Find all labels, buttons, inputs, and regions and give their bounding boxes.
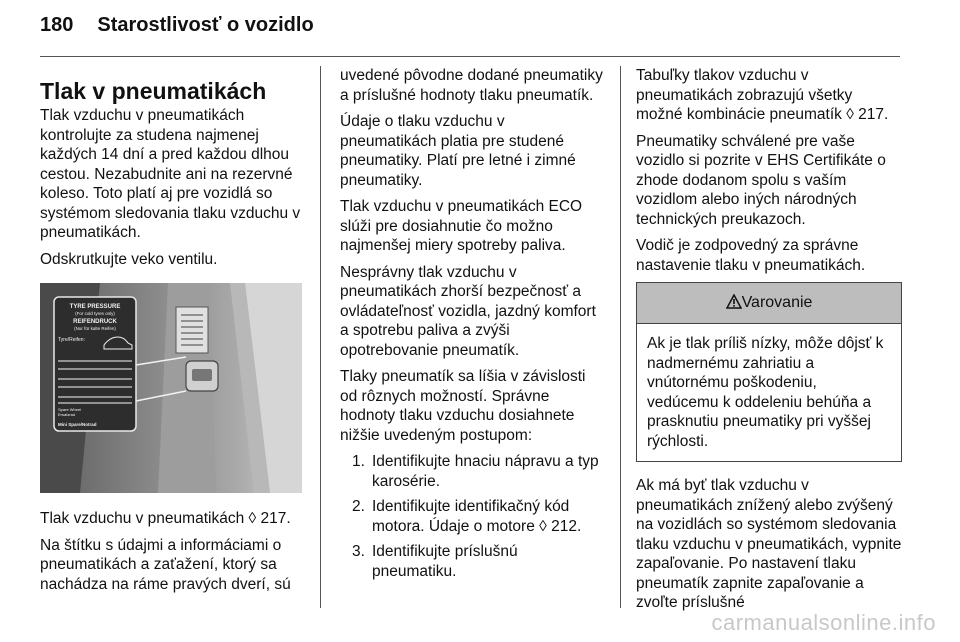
column-2 — [340, 66, 605, 587]
paragraph: Pneumatiky schválené pre vaše vozidlo si pozrite v EHS Certifikáte o zhode dodanom spolu s vaším vozidlom alebo iných národných technických preukazoch. — [636, 132, 886, 228]
steps-list — [340, 452, 605, 581]
paragraph: Tlak vzduchu v pneumatikách ECO slúži pre dosiahnutie čo možno najmenšej miery spotreby paliva. — [340, 198, 583, 254]
paragraph: Tlaky pneumatík sa líšia v závislosti od rôznych možností. Správne hodnoty tlaku vzduchu dosiahnete nižšie uvedeným postupom: — [340, 368, 586, 444]
warning-icon — [726, 294, 742, 309]
paragraph: Nesprávny tlak vzduchu v pneumatikách zhorší bezpečnosť a ovládateľnosť vozidla, jazdný komfort a spotrebu paliva a zvýši opotrebovanie pneumatík. — [340, 263, 596, 359]
label-text: Ersatzrad — [58, 412, 76, 417]
label-text: REIFENDRUCK — [73, 319, 117, 325]
column-divider — [320, 66, 321, 608]
paragraph: Tlak vzduchu v pneumatikách ◊ 217. — [40, 510, 291, 527]
step-text: Identifikujte hnaciu nápravu a typ karosérie. — [372, 453, 599, 490]
label-text: TYRE PRESSURE — [69, 304, 121, 310]
watermark: carmanualsonline.info — [711, 610, 936, 635]
step-number: 2. — [352, 498, 365, 515]
column-1 — [40, 66, 308, 601]
column-divider — [620, 66, 621, 608]
column-3 — [636, 66, 902, 620]
step-number: 3. — [352, 543, 365, 560]
step-text: Identifikujte identifikačný kód motora. Údaje o motore ◊ 212. — [372, 498, 582, 535]
warning-title: Varovanie — [741, 294, 813, 311]
paragraph: Na štítku s údajmi a informáciami o pneumatikách a zaťažení, ktorý sa nachádza na ráme pravých dverí, sú — [40, 536, 291, 593]
header-rule — [40, 56, 900, 57]
label-text: (For cold tyres only) — [75, 311, 115, 316]
paragraph: Ak má byť tlak vzduchu v pneumatikách znížený alebo zvýšený na vozidlách so systémom sledovania tlaku vzduchu v pneumatikách, vypnite zapaľovanie. Po nastavení tlaku pneumatík zapnite zapaľovanie a zvoľte príslušné — [636, 477, 902, 611]
label-text: Tyre/Reifen: — [58, 337, 85, 343]
step-text: Identifikujte príslušnú pneumatiku. — [372, 543, 518, 580]
paragraph: Údaje o tlaku vzduchu v pneumatikách platia pre studené pneumatiky. Platí pre letné i zimné pneumatiky. — [340, 113, 576, 189]
tyre-pressure-label-photo — [40, 283, 302, 493]
label-text: Mini Spare/Notrad — [58, 422, 97, 427]
list-item — [340, 497, 605, 536]
section-heading: Tlak v pneumatikách — [40, 78, 267, 104]
page-number: 180 — [40, 14, 74, 36]
paragraph: Vodič je zodpovedný za správne nastavenie tlaku v pneumatikách. — [636, 237, 866, 274]
list-item — [340, 542, 605, 581]
label-text: (Nur für kalte Reifen) — [74, 326, 116, 331]
list-item — [340, 452, 605, 491]
page-header — [40, 14, 314, 37]
paragraph: Tabuľky tlakov vzduchu v pneumatikách zobrazujú všetky možné kombinácie pneumatík ◊ 217. — [636, 67, 889, 123]
chapter-title: Starostlivosť o vozidlo — [97, 14, 314, 36]
warning-box — [636, 282, 902, 462]
paragraph: uvedené pôvodne dodané pneumatiky a príslušné hodnoty tlaku pneumatík. — [340, 67, 603, 104]
paragraph: Tlak vzduchu v pneumatikách kontrolujte za studena najmenej každých 14 dní a pred každou dlhou cestou. Nezabudnite ani na rezervné koleso. Toto platí aj pre vozidlá so systémom sledovania tlaku vzduchu v pneumatikách. — [40, 107, 301, 241]
step-number: 1. — [352, 453, 365, 470]
warning-text: Ak je tlak príliš nízky, môže dôjsť k nadmernému zahriatiu a vnútornému poškodeniu, vedúcemu k oddeleniu behúňa a prasknutiu pneumatiky pri vyššej rýchlosti. — [647, 335, 884, 450]
warning-header — [637, 283, 901, 324]
label-text: Spare Wheel — [58, 407, 82, 412]
paragraph: Odskrutkujte veko ventilu. — [40, 250, 218, 268]
